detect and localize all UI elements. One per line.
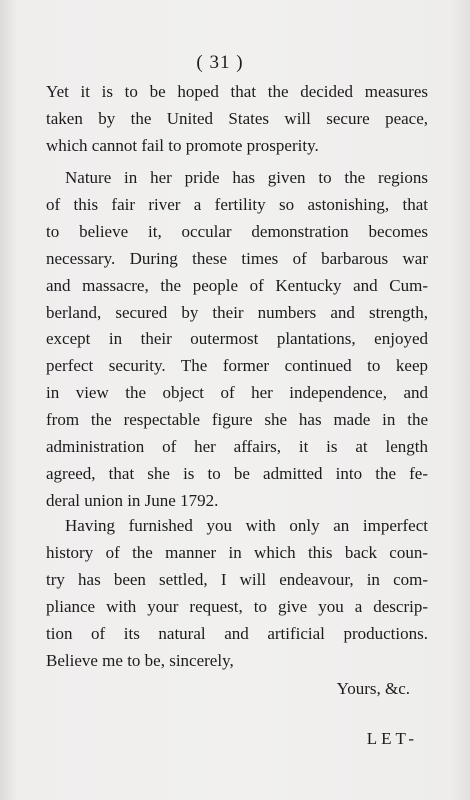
text-line: necessary. During these times of barbarous war (46, 248, 428, 268)
page-number: ( 31 ) (196, 52, 244, 73)
text-line: and massacre, the people of Kentucky and Cum- (46, 275, 428, 295)
paragraph-1 (46, 79, 428, 160)
text-line: perfect security. The former continued to keep (46, 356, 428, 376)
paragraph-2 (46, 165, 428, 515)
text-line: agreed, that she is to be admitted into the fe- (46, 463, 428, 483)
text-line: administration of her affairs, it is at length (46, 437, 428, 457)
text-line: pliance with your request, to give you a descrip- (46, 596, 428, 616)
text-line: in view the object of her independence, and (46, 383, 428, 403)
text-line: Yet it is to be hoped that the decided measures (46, 82, 428, 101)
catchword: LET- (366, 729, 418, 748)
text-line: Having furnished you with only an imperfect (65, 516, 428, 535)
text-line: Believe me to be, sincerely, (46, 650, 234, 670)
text-line: of this fair river a fertility so astonishing, that (46, 194, 428, 214)
text-line: except in their outermost plantations, enjoyed (46, 329, 428, 349)
text-line: to believe it, occular demonstration becomes (46, 221, 428, 241)
text-line: try has been settled, I will endeavour, in com- (46, 569, 428, 589)
text-line: deral union in June 1792. (46, 490, 219, 510)
text-line: taken by the United States will secure peace, (46, 108, 428, 128)
closing-salutation: Yours, &c. (336, 679, 410, 698)
text-line: which cannot fail to promote prosperity. (46, 135, 319, 155)
text-line: berland, secured by their numbers and strength, (46, 302, 428, 322)
text-line: from the respectable figure she has made in the (46, 410, 428, 430)
paragraph-3 (46, 513, 428, 674)
text-line: Nature in her pride has given to the regions (65, 168, 428, 187)
text-line: tion of its natural and artificial productions. (46, 623, 428, 643)
text-line: history of the manner in which this back coun- (46, 542, 428, 562)
